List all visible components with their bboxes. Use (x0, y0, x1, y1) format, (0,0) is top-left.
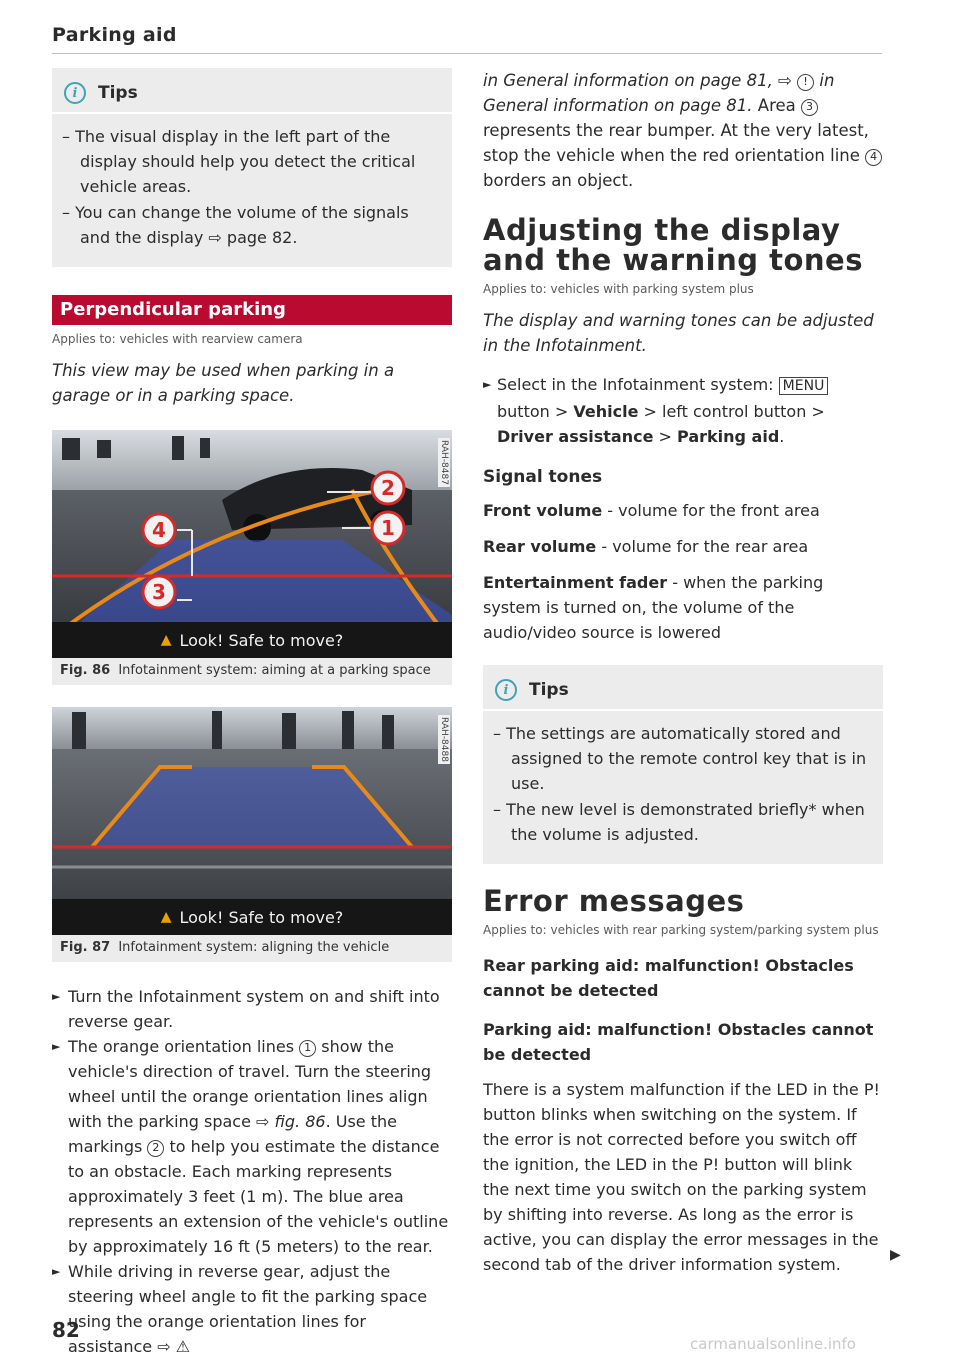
applies-note: Applies to: vehicles with rear parking system/parking system plus (483, 923, 879, 937)
step-item: ► The orange orientation lines 1 show the vehicle's direction of travel. Turn the steering wheel until the orange orientation lines align with the parking space ⇨ fig. 86. Use the markings 2 to help you estimate the distance to an obstacle. Each marking represents approximately 3 feet (1 m). The blue area represents an extension of the vehicle's outline by approximately 16 ft (5 meters) to the rear. (52, 1034, 452, 1259)
menu-vehicle: Vehicle (573, 402, 639, 421)
marker-ref-2: 2 (147, 1140, 164, 1157)
definition-item: Rear volume - volume for the rear area (483, 537, 809, 556)
menu-step: ► Select in the Infotainment system: MENU button > Vehicle > left control button > Driver assistance > Parking aid. (483, 372, 883, 449)
tips-header (52, 82, 452, 114)
info-icon: i (495, 679, 517, 701)
intro-adjust: The display and warning tones can be adjusted in the Infotainment. (483, 311, 874, 355)
heading-signal-tones: Signal tones (483, 467, 603, 487)
tips-list (52, 124, 452, 250)
tip-item: – The new level is demonstrated briefly* when the volume is adjusted. (493, 800, 865, 844)
camera-image-86 (52, 430, 452, 658)
heading-adjusting: Adjusting the display and the warning tones (483, 213, 863, 277)
section-title-perpendicular: Perpendicular parking (52, 295, 452, 325)
step-arrow-icon: ► (52, 990, 61, 1003)
step-item: ► While driving in reverse gear, adjust the steering wheel angle to fit the parking space using the orange orientation lines for assistance ⇨ ⚠ (52, 1259, 452, 1359)
step-item: ► Turn the Infotainment system on and shift into reverse gear. (52, 984, 452, 1034)
continue-arrow-icon: ▶ (890, 1247, 901, 1263)
figure-caption-text: Infotainment system: aligning the vehicle (118, 940, 390, 955)
tip-item: – The settings are automatically stored and assigned to the remote control key that is in use. (493, 724, 867, 793)
instruction-steps (52, 984, 452, 1359)
figure-code: RAH-8488 (439, 717, 449, 762)
continued-text: in General information on page 81, ⇨ ! in General information on page 81. Area 3 represents the rear bumper. At the very latest, stop the vehicle when the red orientation line 4 borders an object. (483, 68, 883, 193)
camera-status-bar (52, 622, 452, 658)
marker-ref-1: 1 (299, 1040, 316, 1057)
step-arrow-icon: ► (52, 1040, 61, 1053)
svg-text:4: 4 (152, 518, 166, 542)
menu-button: MENU (779, 377, 829, 395)
applies-note: Applies to: vehicles with parking system plus (483, 282, 754, 296)
header-title: Parking aid (52, 24, 177, 46)
tip-item: – The visual display in the left part of the display should help you detect the critical vehicle areas. (62, 127, 416, 196)
right-column (483, 68, 883, 1277)
intro-text: This view may be used when parking in a garage or in a parking space. (52, 361, 395, 405)
svg-text:3: 3 (152, 580, 166, 604)
tips-title: Tips (529, 680, 569, 700)
svg-text:1: 1 (381, 516, 395, 540)
figure-caption (52, 658, 452, 685)
camera-status-bar (52, 899, 452, 935)
tips-header (483, 679, 883, 711)
page-header (52, 24, 882, 54)
camera-status-text: Look! Safe to move? (179, 630, 344, 650)
left-column (52, 68, 452, 1359)
info-icon: i (64, 82, 86, 104)
step-arrow-icon: ► (483, 378, 492, 391)
tips-box-left (52, 68, 452, 267)
tip-item: – You can change the volume of the signals and the display ⇨ page 82. (62, 203, 409, 247)
figure-code: RAH-8487 (439, 440, 449, 485)
camera-status-text: Look! Safe to move? (179, 907, 344, 927)
figure-86 (52, 430, 452, 685)
menu-driver-assistance: Driver assistance (497, 427, 654, 446)
figure-number: Fig. 86 (60, 663, 111, 678)
heading-error-messages: Error messages (483, 884, 745, 918)
figure-caption-text: Infotainment system: aiming at a parking space (118, 663, 431, 678)
error-heading: Parking aid: malfunction! Obstacles cannot be detected (483, 1020, 874, 1064)
tips-list (483, 721, 883, 847)
tips-title: Tips (98, 83, 138, 103)
error-description: There is a system malfunction if the LED in the P! button blinks when switching on the system. If the error is not corrected before you switch off the ignition, the LED in the P! button will blink the next time you switch on the parking system by shifting into reverse. As long as the error is active, you can display the error messages in the second tab of the driver information system. (483, 1080, 880, 1274)
warning-icon: ▲ (160, 909, 172, 925)
page-number: 82 (52, 1318, 80, 1342)
definition-item: Entertainment fader - when the parking system is turned on, the volume of the audio/video source is lowered (483, 573, 824, 642)
figure-number: Fig. 87 (60, 940, 111, 955)
marker-ref-4: 4 (865, 149, 882, 166)
error-heading: Rear parking aid: malfunction! Obstacles cannot be detected (483, 956, 854, 1000)
definition-item: Front volume - volume for the front area (483, 501, 820, 520)
figure-caption (52, 935, 452, 962)
marker-4 (143, 514, 175, 546)
camera-image-87 (52, 707, 452, 935)
marker-1 (372, 512, 404, 544)
step-arrow-icon: ► (52, 1265, 61, 1278)
marker-ref-3: 3 (801, 99, 818, 116)
svg-text:2: 2 (381, 476, 395, 500)
marker-2 (372, 472, 404, 504)
applies-note: Applies to: vehicles with rearview camera (52, 332, 303, 346)
figure-87 (52, 707, 452, 962)
tips-box-right (483, 665, 883, 864)
figure-link[interactable]: fig. 86 (274, 1112, 326, 1131)
watermark: carmanualsonline.info (690, 1335, 856, 1353)
menu-parking-aid: Parking aid (677, 427, 780, 446)
warning-icon: ▲ (160, 632, 172, 648)
warning-ref-icon: ! (797, 74, 814, 91)
marker-3 (143, 576, 175, 608)
